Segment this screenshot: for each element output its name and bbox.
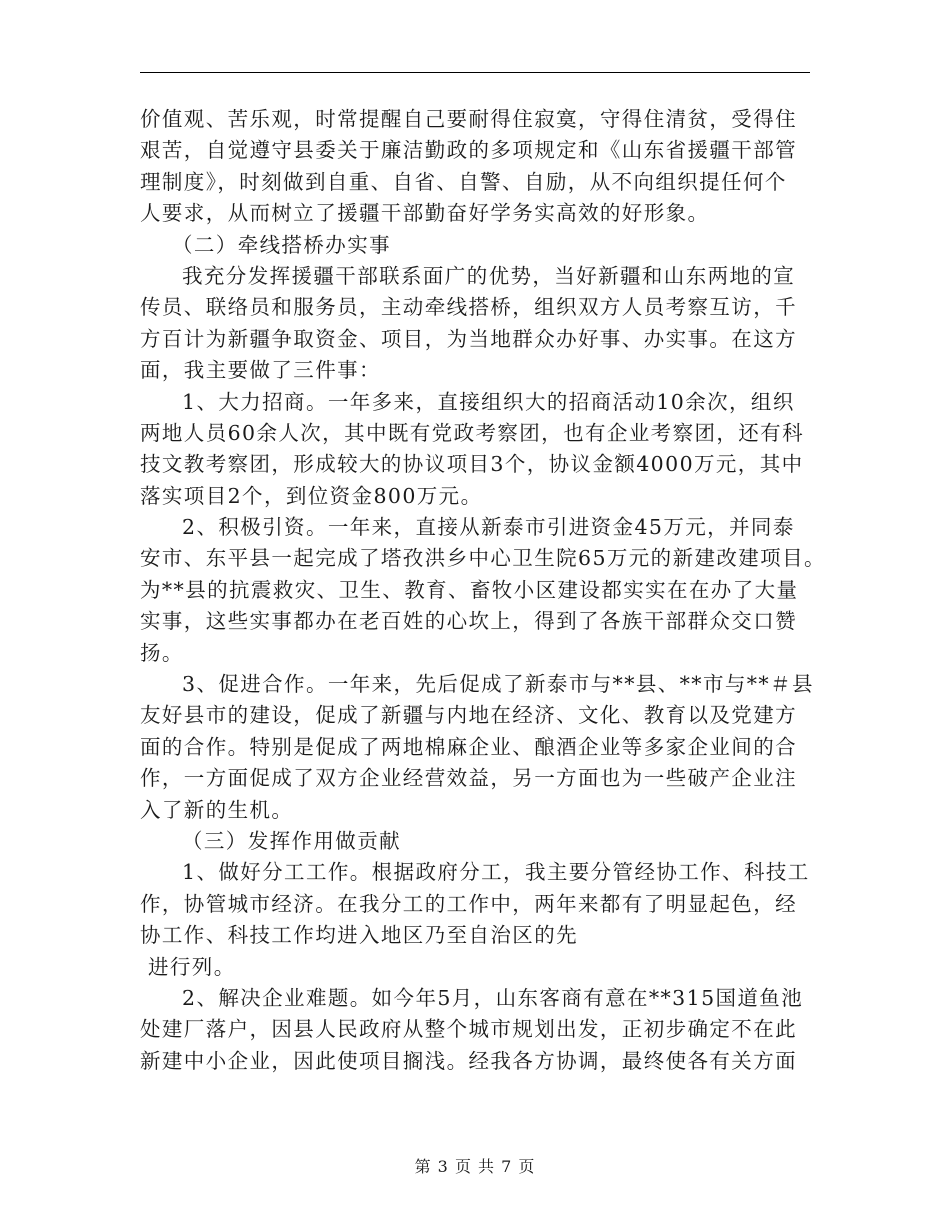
text-line: 协工作、科技工作均进入地区乃至自治区的先 — [140, 923, 578, 948]
text-line: 我充分发挥援疆干部联系面广的优势，当好新疆和山东两地的宣 — [182, 263, 796, 288]
text-line: 进行列。 — [148, 954, 236, 979]
text-line: 传员、联络员和服务员，主动牵线搭桥，组织双方人员考察互访，千 — [140, 295, 797, 320]
text-line: 两地人员60余人次，其中既有党政考察团，也有企业考察团，还有科 — [140, 420, 804, 445]
text-line: 人要求，从而树立了援疆干部勤奋好学务实高效的好形象。 — [140, 201, 710, 226]
text-line: 2、积极引资。一年来，直接从新泰市引进资金45万元，并同泰 — [182, 515, 795, 540]
text-line: 落实项目2个，到位资金800万元。 — [140, 483, 483, 508]
text-line: 理制度》，时刻做到自重、自省、自警、自励，从不向组织提任何个 — [140, 169, 787, 194]
text-line: 方百计为新疆争取资金、项目，为当地群众办好事、办实事。在这方 — [140, 326, 797, 351]
header-rule — [140, 72, 810, 73]
text-line: 处建厂落户，因县人民政府从整个城市规划出发，正初步确定不在此 — [140, 1017, 797, 1042]
text-line: 面，我主要做了三件事： — [140, 358, 381, 383]
page-footer: 第 3 页 共 7 页 — [414, 1157, 536, 1176]
text-line: 入了新的生机。 — [140, 797, 294, 822]
text-line: 安市、东平县一起完成了塔孜洪乡中心卫生院65万元的新建改建项目。 — [140, 546, 826, 571]
body-text — [140, 104, 826, 1077]
text-line: 1、做好分工工作。根据政府分工，我主要分管经协工作、科技工 — [182, 860, 810, 885]
text-line: 3、促进合作。一年来，先后促成了新泰市与**县、**市与**＃县 — [182, 672, 814, 697]
text-line: （三）发挥作用做贡献 — [182, 828, 401, 853]
text-line: 作，协管城市经济。在我分工的工作中，两年来都有了明显起色，经 — [140, 891, 797, 916]
text-line: 实事，这些实事都办在老百姓的心坎上，得到了各族干部群众交口赞 — [140, 609, 797, 634]
text-line: 2、解决企业难题。如今年5月，山东客商有意在**315国道鱼池 — [182, 985, 804, 1010]
text-line: 新建中小企业，因此使项目搁浅。经我各方协调，最终使各有关方面 — [140, 1048, 797, 1073]
text-line: 艰苦，自觉遵守县委关于廉洁勤政的多项规定和《山东省援疆干部管 — [140, 138, 797, 163]
text-line: （二）牵线搭桥办实事 — [172, 232, 391, 257]
text-line: 友好县市的建设，促成了新疆与内地在经济、文化、教育以及党建方 — [140, 703, 797, 728]
text-line: 为**县的抗震救灾、卫生、教育、畜牧小区建设都实实在在办了大量 — [140, 577, 799, 602]
text-line: 价值观、苦乐观，时常提醒自己要耐得住寂寞，守得住清贫，受得住 — [140, 107, 797, 131]
text-line: 扬。 — [140, 640, 184, 665]
text-line: 作，一方面促成了双方企业经营效益，另一方面也为一些破产企业注 — [140, 766, 797, 791]
text-line: 技文教考察团，形成较大的协议项目3个，协议金额4000万元，其中 — [140, 452, 804, 477]
text-line: 1、大力招商。一年多来，直接组织大的招商活动10余次，组织 — [182, 389, 795, 414]
text-line: 面的合作。特别是促成了两地棉麻企业、酿酒企业等多家企业间的合 — [140, 734, 797, 759]
